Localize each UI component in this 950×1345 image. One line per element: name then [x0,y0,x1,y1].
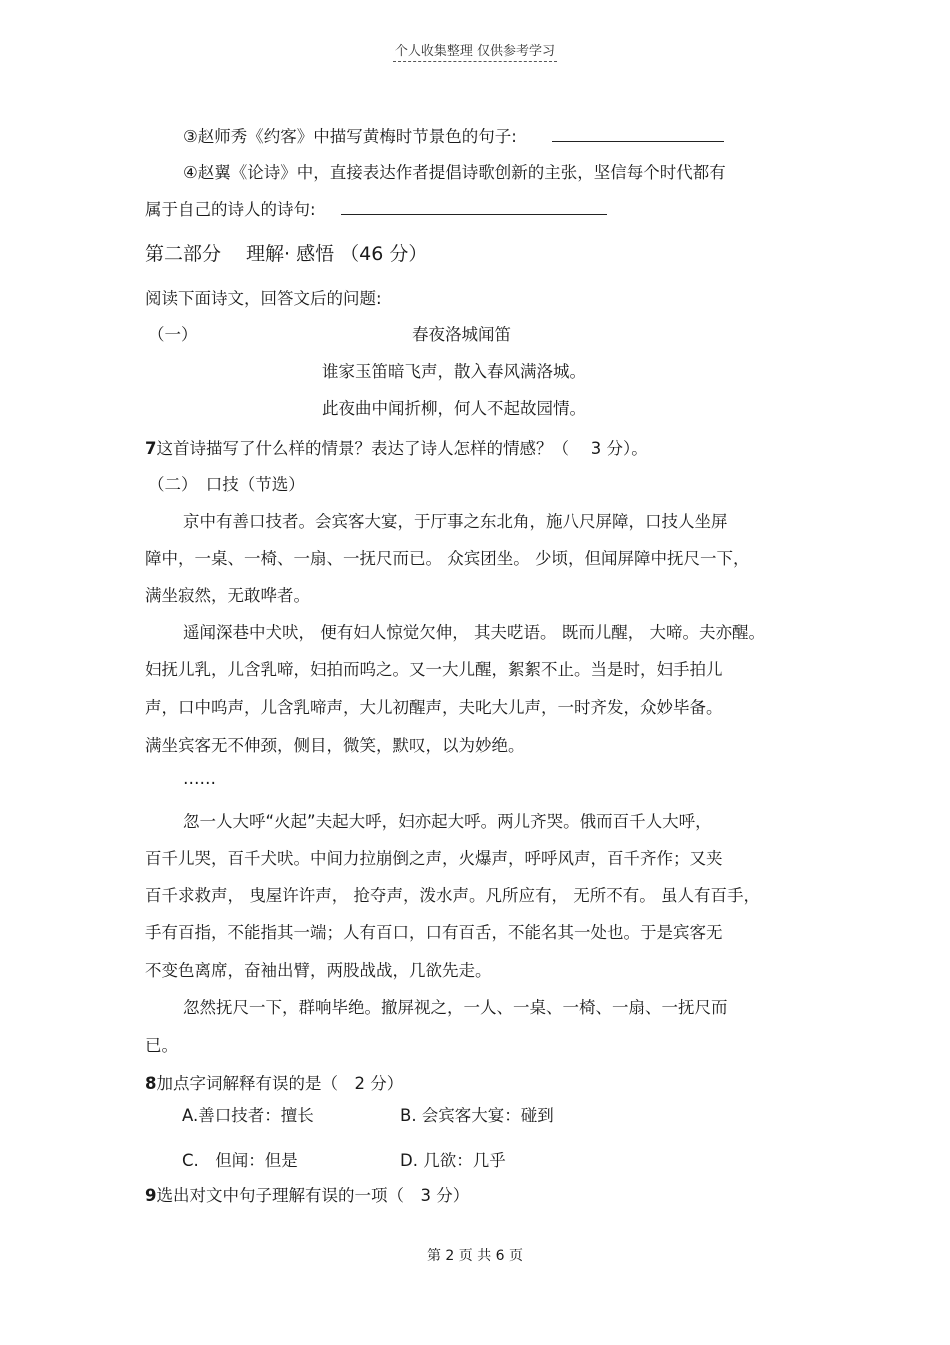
prose-label: （二） 口技（节选） [148,475,305,494]
question-7: 7这首诗描写了什么样的情景？表达了诗人怎样的情感？（ 3 分）。 [145,439,648,458]
prose-line: 京中有善口技者。会宾客大宴，于厅事之东北角，施八尺屏障，口技人坐屏 [183,512,728,531]
answer-blank[interactable] [341,199,607,215]
poem-line: 谁家玉笛暗飞声，散入春风满洛城。 [322,362,586,381]
fill-item-3: ③赵师秀《约客》中描写黄梅时节景色的句子: [183,126,724,148]
answer-blank[interactable] [552,126,724,142]
poem-title: 春夜洛城闻笛 [412,325,511,344]
prose-line: 声，口中呜声，儿含乳啼声，大儿初醒声，夫叱大儿声，一时齐发，众妙毕备。 [145,698,723,717]
question-number: 8 [145,1074,157,1093]
prose-line: 忽然抚尺一下，群响毕绝。撤屏视之，一人、一桌、一椅、一扇、一抚尺而 [183,998,728,1017]
poem-line: 此夜曲中闻折柳，何人不起故园情。 [322,399,586,418]
prose-line: 百千求救声， 曳屋许许声， 抢夺声，泼水声。凡所应有， 无所不有。 虽人有百手， [145,886,760,905]
fill-item-4-line1: ④赵翼《论诗》中，直接表达作者提倡诗歌创新的主张，坚信每个时代都有 [183,163,726,182]
prose-line: 百千儿哭，百千犬吠。中间力拉崩倒之声，火爆声，呼呼风声，百千齐作；又夹 [145,849,723,868]
poem-label: （一） [148,325,198,344]
question-8: 8加点字词解释有误的是（ 2 分） [145,1074,404,1093]
instruction: 阅读下面诗文，回答文后的问题: [145,289,382,308]
prose-line: 遥闻深巷中犬吠， 便有妇人惊觉欠伸， 其夫呓语。 既而儿醒， 大啼。夫亦醒。 [183,623,765,642]
prose-line: 妇抚儿乳，儿含乳啼，妇拍而呜之。又一大儿醒，絮絮不止。当是时，妇手拍儿 [145,660,723,679]
option-b[interactable]: B. 会宾客大宴：碰到 [400,1106,554,1125]
prose-line: 忽一人大呼“火起”夫起大呼，妇亦起大呼。两儿齐哭。俄而百千人大呼， [183,812,712,831]
prose-line: 满坐寂然，无敢哗者。 [145,586,310,605]
option-a[interactable]: A.善口技者：擅长 [182,1106,314,1125]
prose-line: 手有百指，不能指其一端；人有百口，口有百舌，不能名其一处也。于是宾客无 [145,923,723,942]
question-9: 9选出对文中句子理解有误的一项（ 3 分） [145,1186,470,1205]
section-title: 第二部分 理解· 感悟 （46 分） [145,243,428,265]
option-c[interactable]: C. 但闻：但是 [182,1151,298,1170]
fill-item-4-line2: 属于自己的诗人的诗句: [145,199,607,221]
question-number: 7 [145,439,157,458]
option-d[interactable]: D. 几欲：几乎 [400,1151,506,1170]
prose-line: 已。 [145,1036,178,1055]
prose-line: 不变色离席，奋袖出臂，两股战战，几欲先走。 [145,961,492,980]
prose-ellipsis: …… [183,769,216,788]
prose-line: 障中，一桌、一椅、一扇、一抚尺而已。 众宾团坐。 少顷，但闻屏障中抚尺一下， [145,549,750,568]
page-header [0,40,950,62]
header-text: 个人收集整理 仅供参考学习 [393,40,557,62]
page-footer: 第 2 页 共 6 页 [426,1248,524,1264]
prose-line: 满坐宾客无不伸颈，侧目，微笑，默叹，以为妙绝。 [145,736,525,755]
question-number: 9 [145,1186,157,1205]
